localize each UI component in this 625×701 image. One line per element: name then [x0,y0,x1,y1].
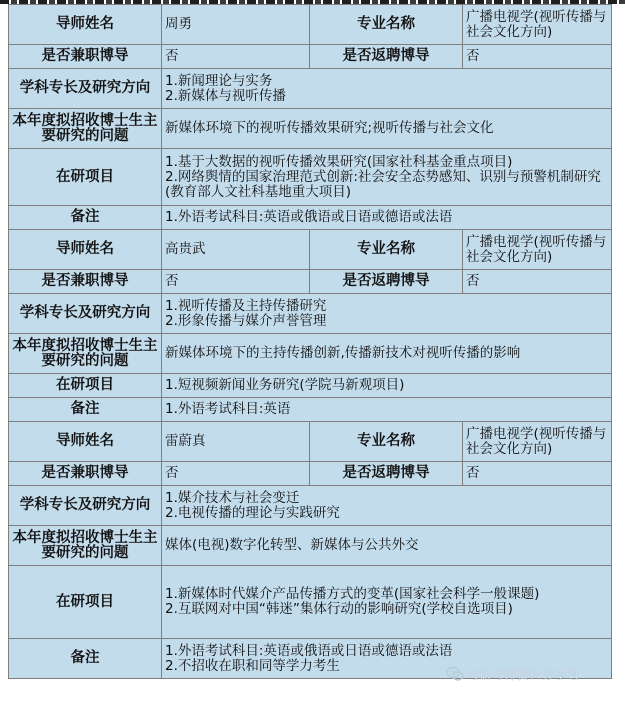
projects-value [162,374,612,398]
remarks-value [162,206,612,230]
expertise-value [162,486,612,526]
remark-item: 2.不招收在职和同等学力考生 [165,657,340,674]
part-time-label: 是否兼职博导 [9,462,162,486]
rehired-value: 否 [463,462,612,486]
remark-item: 1.外语考试科目:英语或俄语或日语或德语或法语 [165,209,453,225]
expertise-item: 2.新媒体与视听传播 [165,87,286,104]
advisor-name-label: 导师姓名 [9,5,162,45]
watermark-text: 考研考博资料分享君 [467,667,580,682]
expertise-row [9,294,612,334]
advisor-name-row [9,5,612,45]
remarks-row [9,206,612,230]
advisor-name-value: 高贵武 [162,230,310,270]
expertise-item: 1.新闻理论与实务 [165,72,273,89]
expertise-label: 学科专长及研究方向 [9,69,162,109]
rehired-label: 是否返聘博导 [310,45,463,69]
expertise-item: 1.视听传播及主持传播研究 [165,297,327,314]
project-item: 1.新媒体时代媒介产品传播方式的变革(国家社会科学一般课题) [165,586,540,602]
major-value: 广播电视学(视听传播与社会文化方向) [463,422,612,462]
major-value: 广播电视学(视听传播与社会文化方向) [463,5,612,45]
projects-row [9,374,612,398]
part-time-value: 否 [162,45,310,69]
rehired-value: 否 [463,45,612,69]
remarks-label: 备注 [9,639,162,679]
part-time-value: 否 [162,270,310,294]
projects-label: 在研项目 [9,149,162,206]
advisor-name-label: 导师姓名 [9,422,162,462]
research-problem-row [9,109,612,149]
expertise-value [162,69,612,109]
projects-row [9,566,612,639]
advisor-table [8,4,612,679]
remarks-label: 备注 [9,398,162,422]
advisor-name-value: 雷蔚真 [162,422,310,462]
remark-item: 1.外语考试科目:英语 [165,401,291,417]
advisor-status-row [9,462,612,486]
remarks-label: 备注 [9,206,162,230]
remarks-value [162,398,612,422]
projects-value [162,566,612,639]
advisor-name-value: 周勇 [162,5,310,45]
project-item: 1.基于大数据的视听传播效果研究(国家社科基金重点项目) [165,153,513,170]
expertise-row [9,69,612,109]
research-problem-label: 本年度拟招收博士生主要研究的问题 [9,109,162,149]
advisor-name-label: 导师姓名 [9,230,162,270]
projects-value [162,149,612,206]
major-label: 专业名称 [310,5,463,45]
expertise-value [162,294,612,334]
rehired-label: 是否返聘博导 [310,462,463,486]
remarks-row [9,398,612,422]
remark-item: 1.外语考试科目:英语或俄语或日语或德语或法语 [165,642,453,659]
research-problem-row [9,334,612,374]
advisor-status-row [9,270,612,294]
research-problem-row [9,526,612,566]
advisor-status-row [9,45,612,69]
major-label: 专业名称 [310,230,463,270]
expertise-row [9,486,612,526]
expertise-item: 2.电视传播的理论与实践研究 [165,504,340,521]
part-time-value: 否 [162,462,310,486]
rehired-label: 是否返聘博导 [310,270,463,294]
research-problem-label: 本年度拟招收博士生主要研究的问题 [9,526,162,566]
expertise-label: 学科专长及研究方向 [9,486,162,526]
remarks-row [9,639,612,679]
research-problem-value: 媒体(电视)数字化转型、新媒体与公共外交 [162,526,612,566]
advisor-name-row [9,230,612,270]
part-time-label: 是否兼职博导 [9,45,162,69]
remarks-value [162,639,612,679]
advisor-name-row [9,422,612,462]
projects-row [9,149,612,206]
research-problem-label: 本年度拟招收博士生主要研究的问题 [9,334,162,374]
project-item: 2.互联网对中国“韩迷”集体行动的影响研究(学校自选项目) [165,601,513,617]
project-item: 1.短视频新闻业务研究(学院马新观项目) [165,377,405,393]
rehired-value: 否 [463,270,612,294]
research-problem-value: 新媒体环境下的视听传播效果研究;视听传播与社会文化 [162,109,612,149]
expertise-label: 学科专长及研究方向 [9,294,162,334]
research-problem-value: 新媒体环境下的主持传播创新,传播新技术对视听传播的影响 [162,334,612,374]
major-value: 广播电视学(视听传播与社会文化方向) [463,230,612,270]
projects-label: 在研项目 [9,566,162,639]
expertise-item: 2.形象传播与媒介声誉管理 [165,312,327,329]
projects-label: 在研项目 [9,374,162,398]
expertise-item: 1.媒介技术与社会变迁 [165,489,300,506]
major-label: 专业名称 [310,422,463,462]
project-item: 2.网络舆情的国家治理范式创新:社会安全态势感知、识别与预警机制研究(教育部人文社科基地重大项目) [165,168,601,200]
part-time-label: 是否兼职博导 [9,270,162,294]
